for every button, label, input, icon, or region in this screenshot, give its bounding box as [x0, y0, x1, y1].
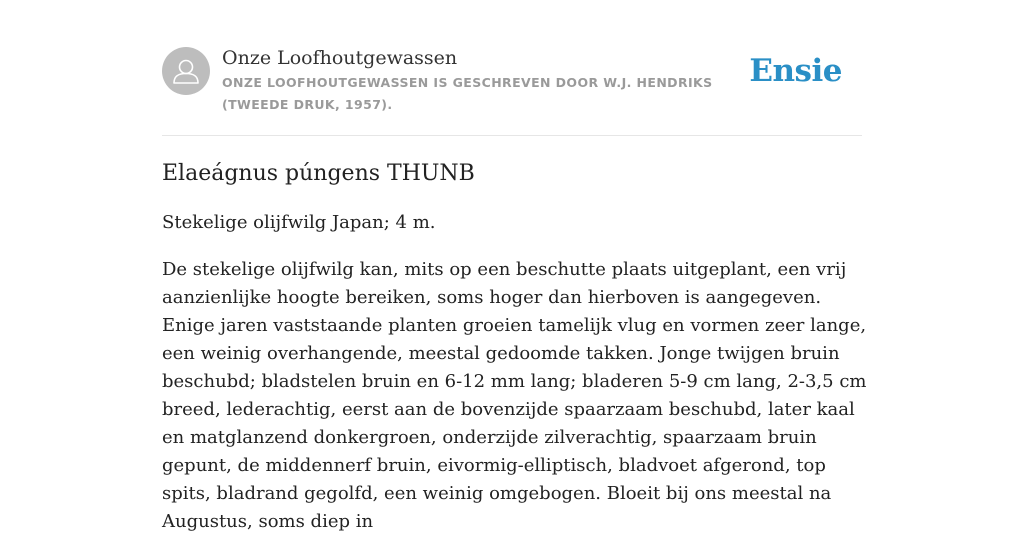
article-body: De stekelige olijfwilg kan, mits op een beschutte plaats uitgeplant, een vrij aanzienlijke hoogte bereiken, soms hoger dan hierboven is aangegeven. Enige jaren vaststaande planten groeien tamelijk vlug en vormen zeer lange, een weinig overhangende, meestal gedoomde takken. Jonge twijgen bruin beschubd; bladstelen bruin en 6-12 mm lang; bladeren 5-9 cm lang, 2-3,5 cm breed, lederachtig, eerst aan de bovenzijde spaarzaam beschubd, later kaal en matglanzend donkergroen, onderzijde zilverachtig, spaarzaam bruin gepunt, de middennerf bruin, eivormig-elliptisch, bladvoet afgerond, top spits, bladrand gegolfd, een weinig omgebogen. Bloeit bij ons meestal na Augustus, soms diep in	[162, 259, 867, 532]
publication-description: ONZE LOOFHOUTGEWASSEN IS GESCHREVEN DOOR W.J. HENDRIKS (TWEEDE DRUK, 1957).	[222, 75, 713, 112]
user-icon	[162, 47, 210, 95]
ensie-logo[interactable]: Ensie	[749, 53, 842, 89]
article-subtitle: Stekelige olijfwilg Japan; 4 m.	[162, 212, 436, 233]
publication-header	[162, 46, 862, 136]
article	[162, 158, 867, 536]
publication-title[interactable]: Onze Loofhoutgewassen	[222, 47, 458, 69]
article-title: Elaeágnus púngens THUNB	[162, 161, 475, 186]
avatar[interactable]	[162, 47, 210, 95]
